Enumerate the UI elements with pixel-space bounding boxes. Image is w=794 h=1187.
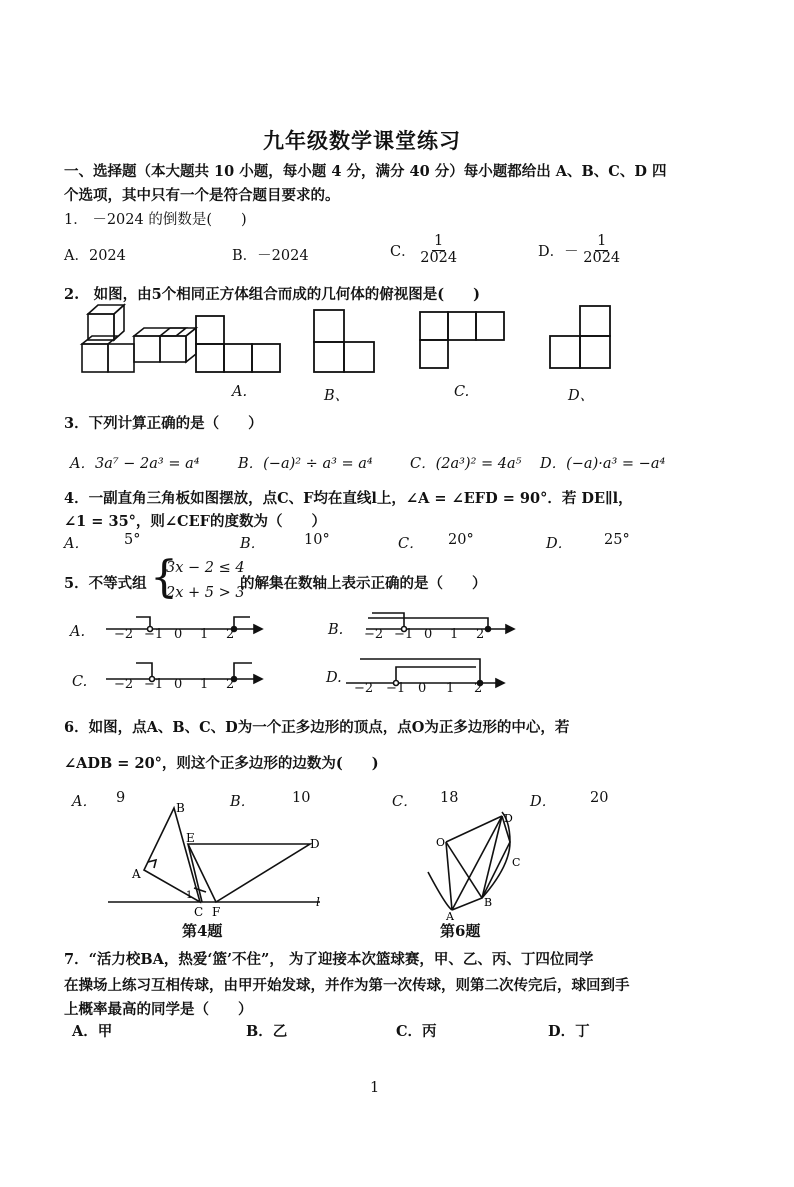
q7-option-b: B．乙 [246, 1023, 288, 1040]
tick-label: 0 [424, 627, 433, 642]
tick-label: −1 [386, 681, 406, 696]
q1-option-d-label: D．－ [538, 243, 579, 260]
q1-stem: 1． －2024 的倒数是( ) [64, 212, 247, 228]
q1-option-d-den: 2024 [583, 249, 621, 266]
fig4-label-c: C [194, 905, 204, 919]
fig6-label-c: C [512, 856, 521, 869]
q6-option-b-label: B． [230, 794, 256, 810]
q4-option-a-label: A． [64, 536, 89, 552]
tick-label: −2 [364, 627, 384, 642]
tick-label: 0 [174, 627, 183, 642]
q4-option-a-value: 5° [124, 532, 141, 548]
tick-label: −2 [114, 627, 134, 642]
q2-option-a-label: A. [232, 384, 248, 400]
tick-label: 2 [226, 627, 235, 642]
q4-line2: ∠1 = 35°，则∠CEF的度数为（ ） [64, 513, 326, 530]
q7-option-d: D．丁 [548, 1023, 590, 1040]
fig6-label-d: D [504, 812, 513, 825]
q7-option-a: A．甲 [72, 1023, 113, 1040]
tick-label: 1 [450, 627, 459, 642]
q3-option-a: A．3a⁷ − 2a³ = a⁴ [70, 456, 200, 472]
q5-c-ticks [114, 677, 234, 692]
q1-option-c [390, 234, 457, 267]
option-a-figure [196, 316, 280, 372]
q5-inequality-1: 3x − 2 ≤ 4 [166, 560, 245, 576]
q4-option-c-value: 20° [448, 532, 474, 548]
q6-option-d-label: D． [530, 794, 557, 810]
q6-option-a-value: 9 [116, 790, 126, 806]
q5-option-b-label: B. [328, 622, 344, 638]
tick-label: 1 [200, 677, 209, 692]
option-c-figure [420, 312, 504, 368]
cube-solid-figure [82, 305, 196, 372]
figure-q4 [104, 800, 334, 920]
q4-line1: 4．一副直角三角板如图摆放，点C、F均在直线l上，∠A = ∠EFD = 90°．若 DE∥l， [64, 490, 633, 507]
q1-option-c-label: C． [390, 243, 416, 260]
q6-option-b-value: 10 [292, 790, 311, 806]
page-title: 九年级数学课堂练习 [263, 128, 461, 153]
q5-inequality-2: 2x + 5 > 3 [166, 585, 245, 601]
tick-label: −1 [144, 677, 164, 692]
q5-option-d-label: D. [326, 670, 342, 686]
tick-label: 1 [446, 681, 455, 696]
tick-label: 2 [474, 681, 483, 696]
fig4-label-d: D [310, 837, 320, 851]
figure-q6 [426, 802, 536, 922]
fig4-label-e: E [186, 831, 195, 845]
q7-line1: 7．“活力校BA，热爱‘篮’不住”， 为了迎接本次篮球赛，甲、乙、丙、丁四位同学 [64, 951, 594, 968]
q3-option-c: C．(2a³)² = 4a⁵ [410, 456, 522, 472]
q6-line2: ∠ADB = 20°，则这个正多边形的边数为( ) [64, 755, 379, 772]
fig6-label-b: B [484, 896, 493, 909]
fig6-label-a: A [446, 910, 454, 922]
tick-label: −1 [144, 627, 164, 642]
fig4-label-l: l [316, 895, 320, 909]
q1-option-b: B．－2024 [232, 248, 309, 264]
q5-brace: { [150, 552, 178, 603]
q6-option-c-label: C． [392, 794, 418, 810]
q2-option-b-label: B、 [324, 388, 350, 404]
q5-d-ticks [354, 681, 482, 696]
q6-option-c-value: 18 [440, 790, 459, 806]
q6-line1: 6．如图，点A、B、C、D为一个正多边形的顶点，点O为正多边形的中心，若 [64, 719, 570, 736]
q7-line2: 在操场上练习互相传球，由甲开始发球，并作为第一次传球，则第二次传完后，球回到手 [64, 977, 630, 994]
q5-b-ticks [364, 627, 484, 642]
tick-label: 0 [418, 681, 427, 696]
q4-option-c-label: C． [398, 536, 424, 552]
fig4-label-1: 1 [186, 890, 193, 901]
q4-option-d-label: D． [546, 536, 573, 552]
q6-option-d-value: 20 [590, 790, 609, 806]
tick-label: −2 [354, 681, 374, 696]
tick-label: 2 [476, 627, 485, 642]
q7-option-c: C．丙 [396, 1023, 437, 1040]
q3-option-d: D．(−a)·a³ = −a⁴ [540, 456, 666, 472]
q1-option-c-den: 2024 [420, 249, 458, 266]
q2-option-c-label: C. [454, 384, 470, 400]
q6-option-a-label: A． [72, 794, 97, 810]
q4-option-b-value: 10° [304, 532, 330, 548]
q5-a-ticks [114, 627, 234, 642]
q2-stem: 2. 如图，由5个相同正方体组合而成的几何体的俯视图是( ) [64, 286, 480, 303]
option-d-figure [550, 306, 610, 368]
q1-option-d-num: 1 [597, 233, 607, 249]
section-header-line1: 一、选择题（本大题共 10 小题，每小题 4 分，满分 40 分）每小题都给出 A、B、C、D 四 [64, 163, 667, 180]
q5-suffix: 的解集在数轴上表示正确的是（ ） [240, 575, 487, 592]
section-header-line2: 个选项，其中只有一个是符合题目要求的。 [64, 187, 340, 204]
fig6-label-o: O [436, 836, 446, 849]
q3-option-b: B．(−a)² ÷ a³ = a⁴ [238, 456, 373, 472]
q5-option-c-label: C. [72, 674, 88, 690]
tick-label: 1 [200, 627, 209, 642]
fig4-label-f: F [212, 905, 221, 919]
option-b-figure [314, 310, 374, 372]
q2-figures [70, 300, 630, 382]
q2-option-d-label: D、 [568, 388, 595, 404]
q4-option-b-label: B． [240, 536, 266, 552]
q1-option-c-num: 1 [434, 233, 444, 249]
q1-option-a: A．2024 [64, 248, 126, 264]
tick-label: −2 [114, 677, 134, 692]
q5-option-a-label: A. [70, 624, 86, 640]
tick-label: 0 [174, 677, 183, 692]
fig4-label-b: B [176, 801, 185, 815]
page-number: 1 [370, 1080, 380, 1096]
q5-prefix: 5．不等式组 [64, 575, 147, 592]
tick-label: 2 [226, 677, 235, 692]
fig6-caption: 第6题 [440, 922, 481, 940]
fig4-label-a: A [132, 867, 141, 881]
q1-option-d [538, 234, 620, 267]
q7-line3: 上概率最高的同学是（ ） [64, 1001, 253, 1018]
q4-option-d-value: 25° [604, 532, 630, 548]
q3-stem: 3．下列计算正确的是（ ） [64, 415, 263, 432]
tick-label: −1 [394, 627, 414, 642]
fig4-caption: 第4题 [182, 922, 223, 940]
